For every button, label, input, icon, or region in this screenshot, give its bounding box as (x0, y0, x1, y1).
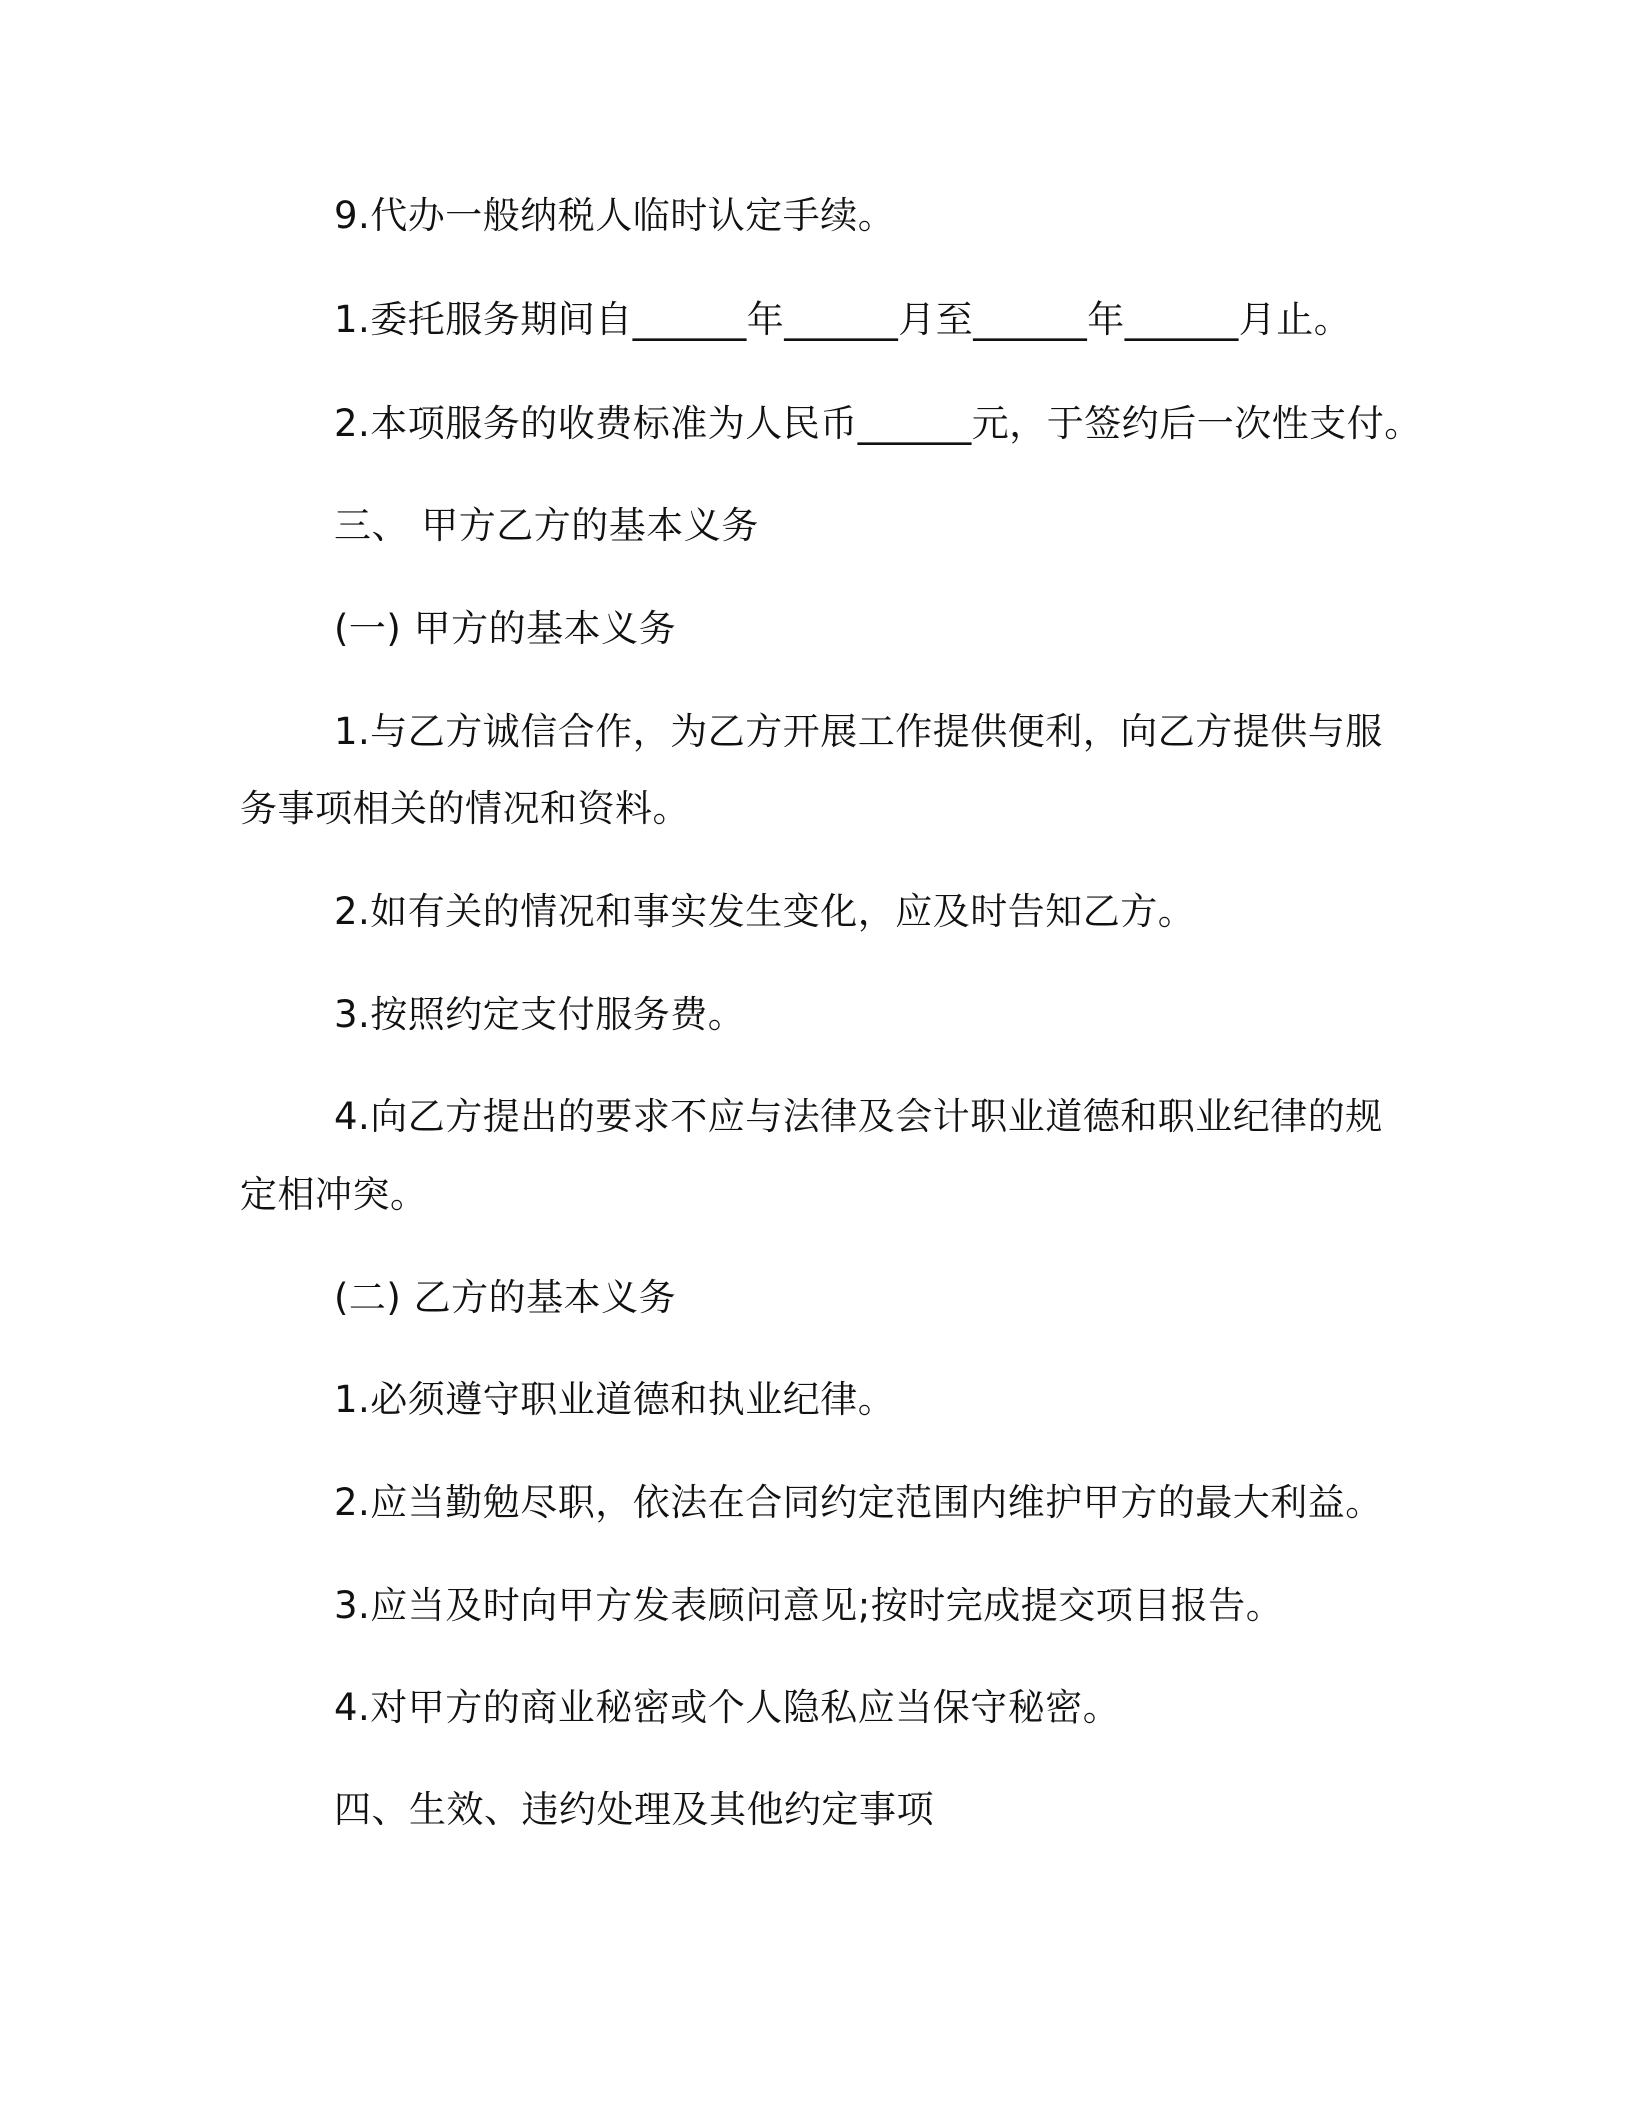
text-line-7: 务事项相关的情况和资料。 (240, 787, 690, 830)
text-line-6: 1.与乙方诚信合作，为乙方开展工作提供便利，向乙方提供与服 (334, 710, 1383, 753)
text-line-1: 9.代办一般纳税人临时认定手续。 (334, 194, 896, 237)
section-heading-4: 四、生效、违约处理及其他约定事项 (334, 1788, 934, 1831)
text-line-9: 3.按照约定支付服务费。 (334, 993, 746, 1036)
section-heading-3: 三、 甲方乙方的基本义务 (334, 504, 759, 547)
text-line-10: 4.向乙方提出的要求不应与法律及会计职业道德和职业纪律的规 (334, 1095, 1383, 1138)
text-line-15: 3.应当及时向甲方发表顾问意见;按时完成提交项目报告。 (334, 1584, 1284, 1627)
subsection-heading-1: (一) 甲方的基本义务 (334, 607, 677, 650)
text-line-11: 定相冲突。 (240, 1173, 428, 1216)
text-line-14: 2.应当勤勉尽职，依法在合同约定范围内维护甲方的最大利益。 (334, 1481, 1383, 1524)
text-line-16: 4.对甲方的商业秘密或个人隐私应当保守秘密。 (334, 1686, 1121, 1729)
text-line-2: 1.委托服务期间自______年______月至______年______月止。 (334, 298, 1352, 341)
text-line-3: 2.本项服务的收费标准为人民币______元，于签约后一次性支付。 (334, 402, 1422, 445)
text-line-13: 1.必须遵守职业道德和执业纪律。 (334, 1378, 896, 1421)
subsection-heading-2: (二) 乙方的基本义务 (334, 1276, 677, 1319)
text-line-8: 2.如有关的情况和事实发生变化，应及时告知乙方。 (334, 890, 1196, 933)
